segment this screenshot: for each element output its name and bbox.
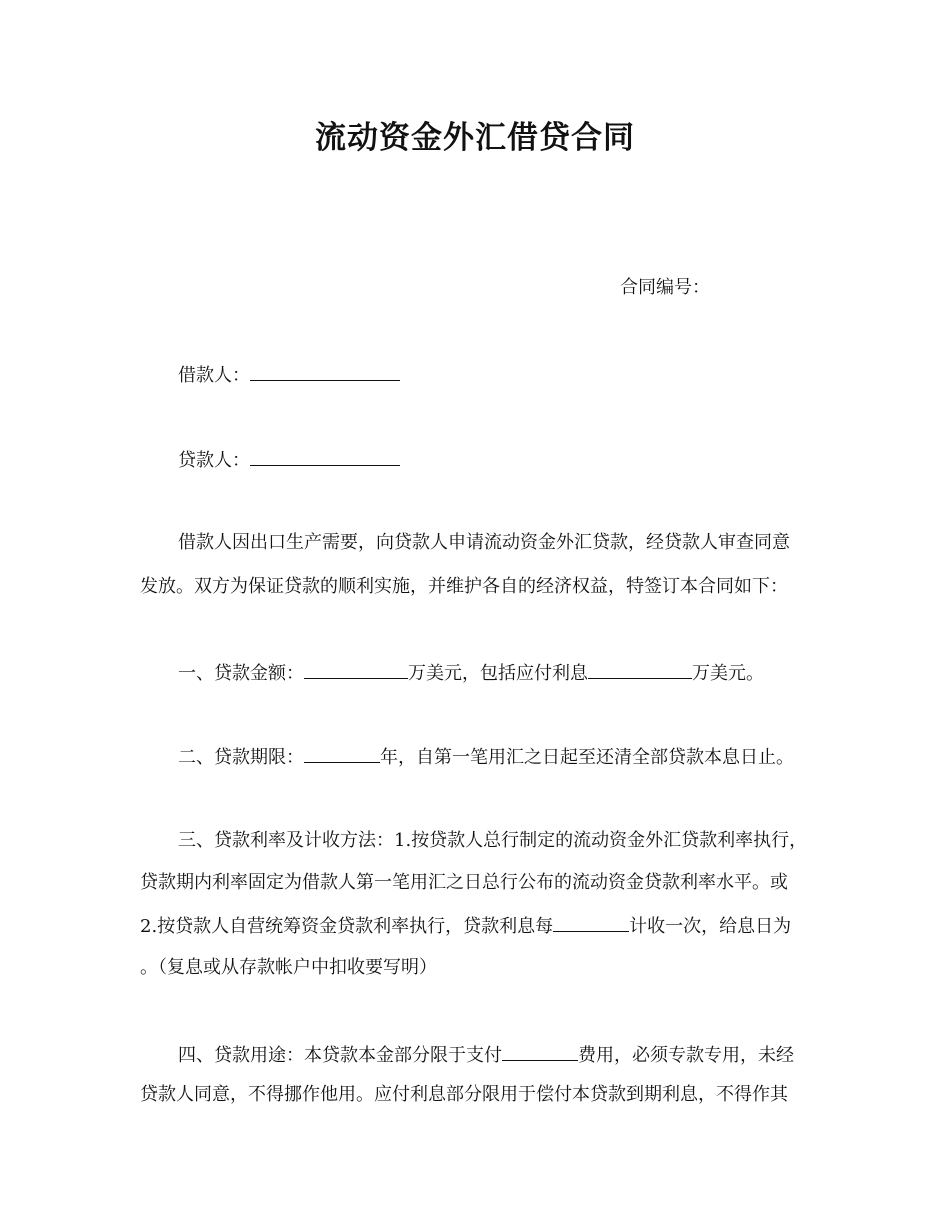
borrower-blank[interactable] [250, 362, 400, 381]
clause-3-line-1: 三、贷款利率及计收方法：1.按贷款人总行制定的流动资金外汇贷款利率执行， [178, 830, 808, 851]
lender-blank[interactable] [250, 447, 400, 466]
clause-4-line-1-prefix: 四、贷款用途：本贷款本金部分限于支付 [178, 1045, 502, 1066]
clause-3-line-3-prefix: 2.按贷款人自营统筹资金贷款利率执行，贷款利息每 [140, 916, 554, 937]
clause-3-line-3-suffix: 计收一次，给息日为 [629, 916, 792, 937]
interest-amount-blank[interactable] [588, 660, 692, 679]
clause-2-loan-term [178, 744, 794, 770]
contract-number-label: 合同编号： [620, 277, 710, 298]
clause-1-suffix: 万美元。 [692, 663, 764, 684]
lender-label: 贷款人： [178, 450, 250, 471]
borrower-label: 借款人： [178, 365, 250, 386]
loan-amount-blank[interactable] [304, 660, 408, 679]
loan-term-blank[interactable] [304, 744, 380, 763]
clause-2-prefix: 二、贷款期限： [178, 747, 304, 768]
payment-purpose-blank[interactable] [502, 1042, 578, 1061]
clause-4-line-2: 贷款人同意，不得挪作他用。应付利息部分限用于偿付本贷款到期利息，不得作其 [140, 1084, 788, 1105]
clause-3-line-4: 。（复息或从存款帐户中扣收要写明） [140, 957, 437, 978]
clause-3-line-3 [140, 913, 791, 939]
clause-1-mid: 万美元，包括应付利息 [408, 663, 588, 684]
interest-period-blank[interactable] [553, 913, 629, 932]
document-title: 流动资金外汇借贷合同 [315, 120, 635, 156]
clause-3-line-2: 贷款期内利率固定为借款人第一笔用汇之日总行公布的流动资金贷款利率水平。或 [140, 872, 788, 893]
borrower-line [178, 362, 400, 388]
clause-1-prefix: 一、贷款金额： [178, 663, 304, 684]
clause-1-loan-amount [178, 660, 764, 686]
lender-line [178, 447, 400, 473]
clause-4-line-1 [178, 1042, 794, 1068]
intro-line-1: 借款人因出口生产需要，向贷款人申请流动资金外汇贷款，经贷款人审查同意 [178, 532, 790, 553]
clause-4-line-1-suffix: 费用，必须专款专用，未经 [578, 1045, 794, 1066]
intro-line-2: 发放。双方为保证贷款的顺利实施，并维护各自的经济权益，特签订本合同如下： [140, 576, 788, 597]
clause-2-suffix: 年，自第一笔用汇之日起至还清全部贷款本息日止。 [380, 747, 794, 768]
